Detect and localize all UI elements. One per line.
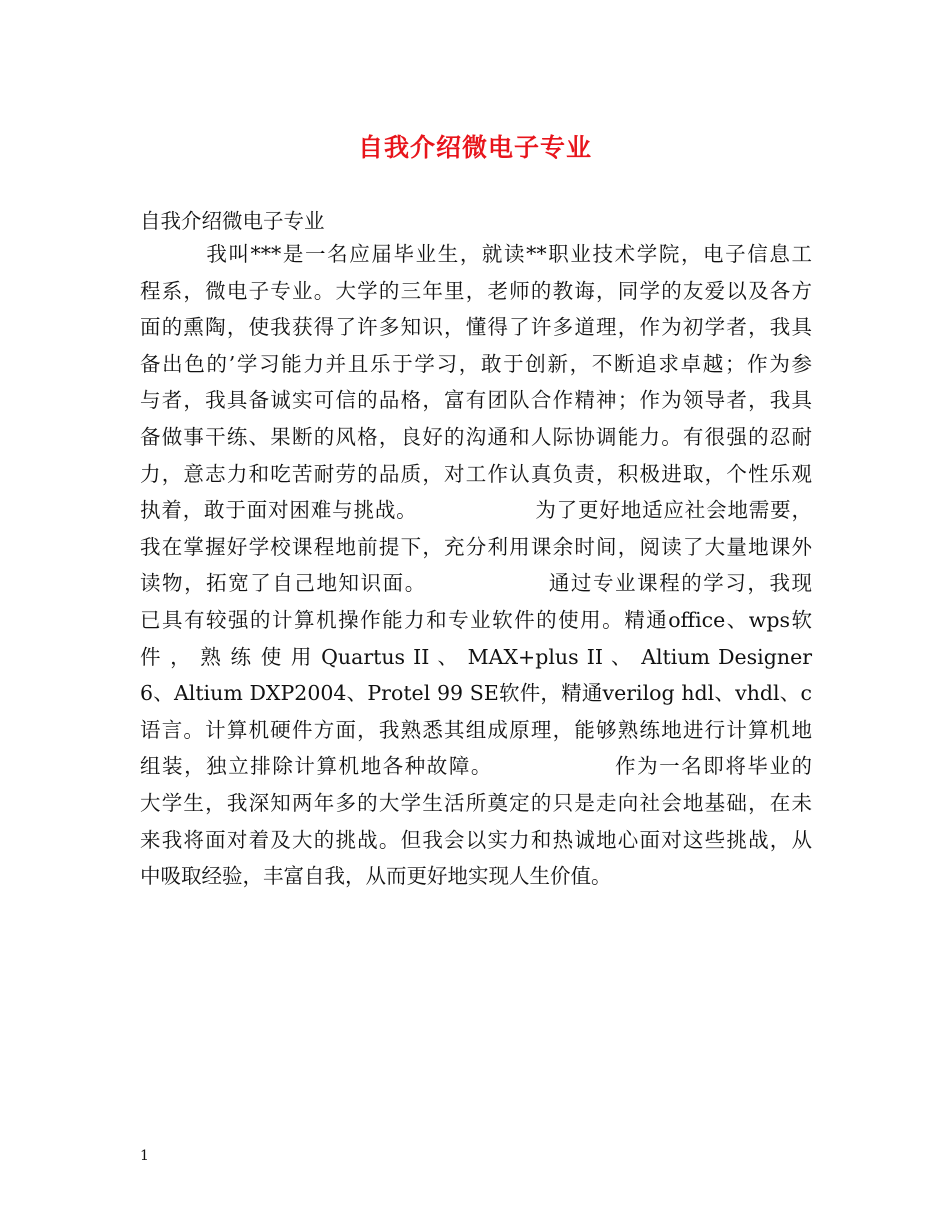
text-line: 我叫***是一名应届毕业生，就读**职业技术学院，电子信息工 [140, 242, 812, 266]
text-line: 件 ， 熟 练 使 用 Quartus II 、 MAX+plus II 、 Altium Designer [140, 644, 812, 669]
text-line: 读物，拓宽了自己地知识面。 通过专业课程的学习，我现 [140, 571, 812, 596]
text-line: 备做事干练、果断的风格，良好的沟通和人际协调能力。有很强的忍耐 [140, 424, 812, 449]
text-line: 与者，我具备诚实可信的品格，富有团队合作精神；作为领导者，我具 [140, 388, 812, 413]
text-line: 面的熏陶，使我获得了许多知识，懂得了许多道理，作为初学者，我具 [140, 315, 812, 340]
text-line: 中吸取经验，丰富自我，从而更好地实现人生价值。 [140, 864, 612, 889]
text-line: 执着，敢于面对困难与挑战。 为了更好地适应社会地需要， [140, 498, 812, 523]
text-line: 组装，独立排除计算机地各种故障。 作为一名即将毕业的 [140, 754, 812, 779]
text-line: 力，意志力和吃苦耐劳的品质，对工作认真负责，积极进取，个性乐观 [140, 461, 812, 486]
text-line: 大学生，我深知两年多的大学生活所奠定的只是走向社会地基础，在未 [140, 790, 812, 815]
text-line: 语言。计算机硬件方面，我熟悉其组成原理，能够熟练地进行计算机地 [140, 717, 812, 742]
text-line: 我在掌握好学校课程地前提下，充分利用课余时间，阅读了大量地课外 [140, 534, 812, 559]
document-subtitle: 自我介绍微电子专业 [140, 209, 325, 233]
text-line: 备出色的’学习能力并且乐于学习，敢于创新，不断追求卓越；作为参 [140, 351, 812, 376]
body-paragraph [140, 236, 812, 895]
text-line: 已具有较强的计算机操作能力和专业软件的使用。精通office、wps软 [140, 607, 812, 632]
document-title: 自我介绍微电子专业 [357, 133, 592, 162]
page-number: 1 [140, 1148, 149, 1164]
text-line: 6、Altium DXP2004、Protel 99 SE软件，精通verilog hdl、vhdl、c [140, 681, 812, 706]
text-line: 程系，微电子专业。大学的三年里，老师的教诲，同学的友爱以及各方 [140, 278, 812, 303]
text-line: 来我将面对着及大的挑战。但我会以实力和热诚地心面对这些挑战，从 [140, 827, 812, 852]
